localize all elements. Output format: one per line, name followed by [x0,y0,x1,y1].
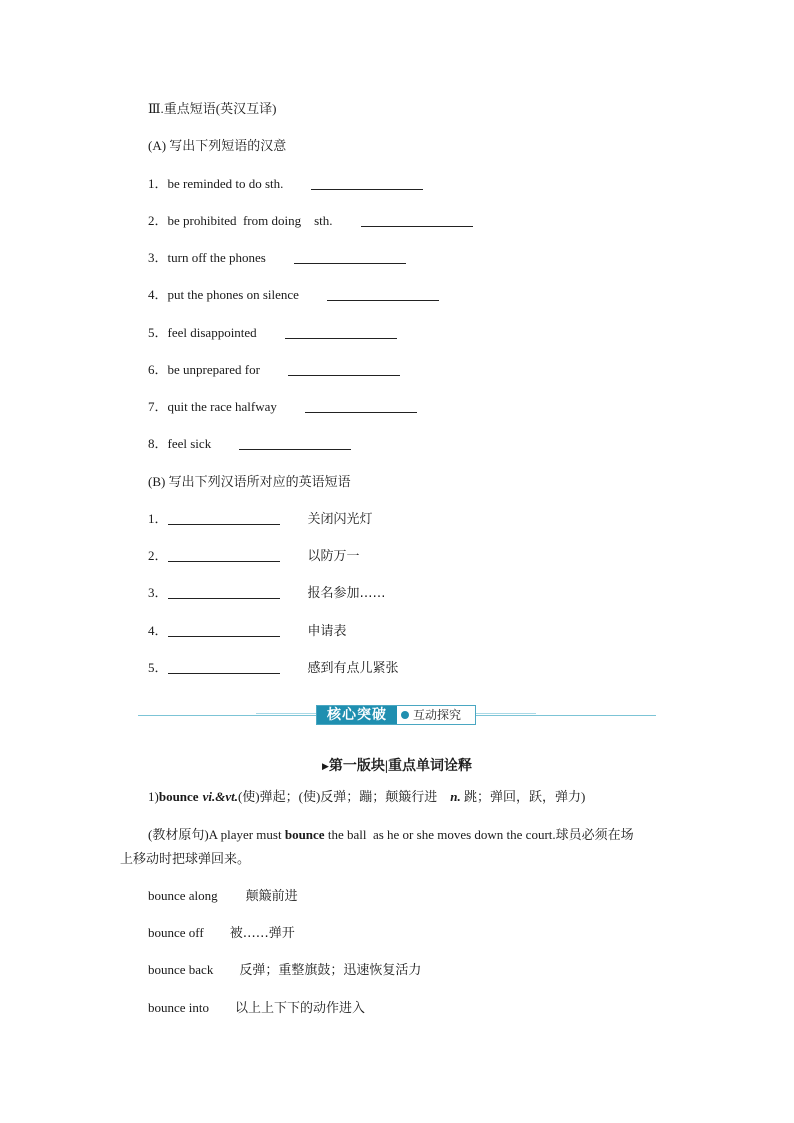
phrase-zh: 颠簸前进 [245,889,298,904]
item-number: 3． [148,585,168,600]
item-text: be prohibited from doing sth. [167,213,333,228]
banner-heading: 核心突破 [317,706,397,724]
part-a-item [148,175,794,193]
part-a-title: (A) 写出下列短语的汉意 [148,138,287,153]
item-text: feel sick [167,436,212,451]
part-b-item [148,510,794,529]
item-text: put the phones on silence [167,287,299,302]
phrase-en: bounce off [148,925,204,940]
item-number: 5． [148,325,168,340]
phrase-en: bounce back [148,962,214,977]
banner-rule-right-accent [476,713,536,714]
example-sentence [148,826,794,844]
phrase-row [148,924,794,943]
example-sentence-line2: 上移动时把球弹回来。 [120,851,251,866]
answer-blank[interactable] [327,286,439,301]
item-text: 报名参加…… [307,586,386,601]
part-b-item [148,584,794,603]
banner-rule-left [138,715,318,716]
item-text: 申请表 [307,624,347,639]
item-number: 1． [148,176,168,191]
item-number: 3． [148,250,168,265]
part-a-item [148,398,794,416]
part-a-item [148,212,794,230]
answer-blank[interactable] [168,659,280,674]
item-number: 2． [148,213,168,228]
part-b-title: (B) 写出下列汉语所对应的英语短语 [148,474,351,489]
part-a-item [148,435,794,453]
subsection-title [0,757,794,776]
banner-subheading: 互动探究 [413,708,462,722]
example-lead: (教材原句)A player must [148,827,285,842]
answer-blank[interactable] [168,622,280,637]
answer-blank[interactable] [361,212,473,227]
answer-blank[interactable] [168,547,280,562]
answer-blank[interactable] [311,175,423,190]
entry-word: bounce [158,789,199,804]
phrase-row [148,887,794,906]
phrase-zh: 以上上下下的动作进入 [235,1001,366,1016]
answer-blank[interactable] [239,435,351,450]
item-number: 5． [148,660,168,675]
answer-blank[interactable] [288,361,400,376]
vocab-entry [148,788,794,806]
item-text: quit the race halfway [167,399,277,414]
item-number: 8． [148,436,168,451]
phrase-row [148,961,794,980]
answer-blank[interactable] [305,398,417,413]
section-3-title: Ⅲ.重点短语(英汉互译) [148,101,277,116]
phrase-en: bounce along [148,888,218,903]
phrase-en: bounce into [148,1000,210,1015]
answer-blank[interactable] [285,324,397,339]
example-rest: the ball as he or she moves down the court.球员必须在场 [324,827,634,842]
part-b-item [148,622,794,641]
entry-definition: (使)弹起；(使)反弹；蹦；颠簸行进 [237,789,451,804]
item-number: 6． [148,362,168,377]
part-b-item [148,547,794,566]
answer-blank[interactable] [294,249,406,264]
part-a-item [148,286,794,304]
item-number: 1． [148,511,168,526]
entry-pos-noun: n. [450,789,461,804]
item-text: 关闭闪光灯 [307,512,373,527]
part-b-item [148,659,794,678]
item-text: 感到有点儿紧张 [307,661,399,676]
entry-pos: vi.&vt. [202,789,238,804]
banner-box [316,705,476,725]
section-banner [138,703,656,727]
item-text: be unprepared for [167,362,260,377]
item-number: 4． [148,623,168,638]
phrase-row [148,999,794,1018]
example-keyword: bounce [284,827,325,842]
entry-prefix: 1) [148,789,159,804]
phrase-zh: 被……弹开 [229,926,295,941]
item-text: 以防万一 [307,549,360,564]
entry-definition-noun: 跳；弹回，跃，弹力) [460,789,586,804]
item-text: be reminded to do sth. [167,176,284,191]
item-number: 2． [148,548,168,563]
part-a-item [148,324,794,342]
answer-blank[interactable] [168,510,280,525]
banner-rule-right [474,715,656,716]
item-text: feel disappointed [167,325,257,340]
part-a-item [148,249,794,267]
banner-rule-left-accent [256,713,316,714]
answer-blank[interactable] [168,584,280,599]
item-text: turn off the phones [167,250,266,265]
item-number: 7． [148,399,168,414]
banner-dot-icon [401,711,409,719]
subsection-title-text: 第一版块|重点单词诠释 [328,759,472,774]
phrase-zh: 反弹；重整旗鼓；迅速恢复活力 [239,963,422,978]
triangle-marker-icon: ▶ [321,761,329,771]
item-number: 4． [148,287,168,302]
part-a-item [148,361,794,379]
